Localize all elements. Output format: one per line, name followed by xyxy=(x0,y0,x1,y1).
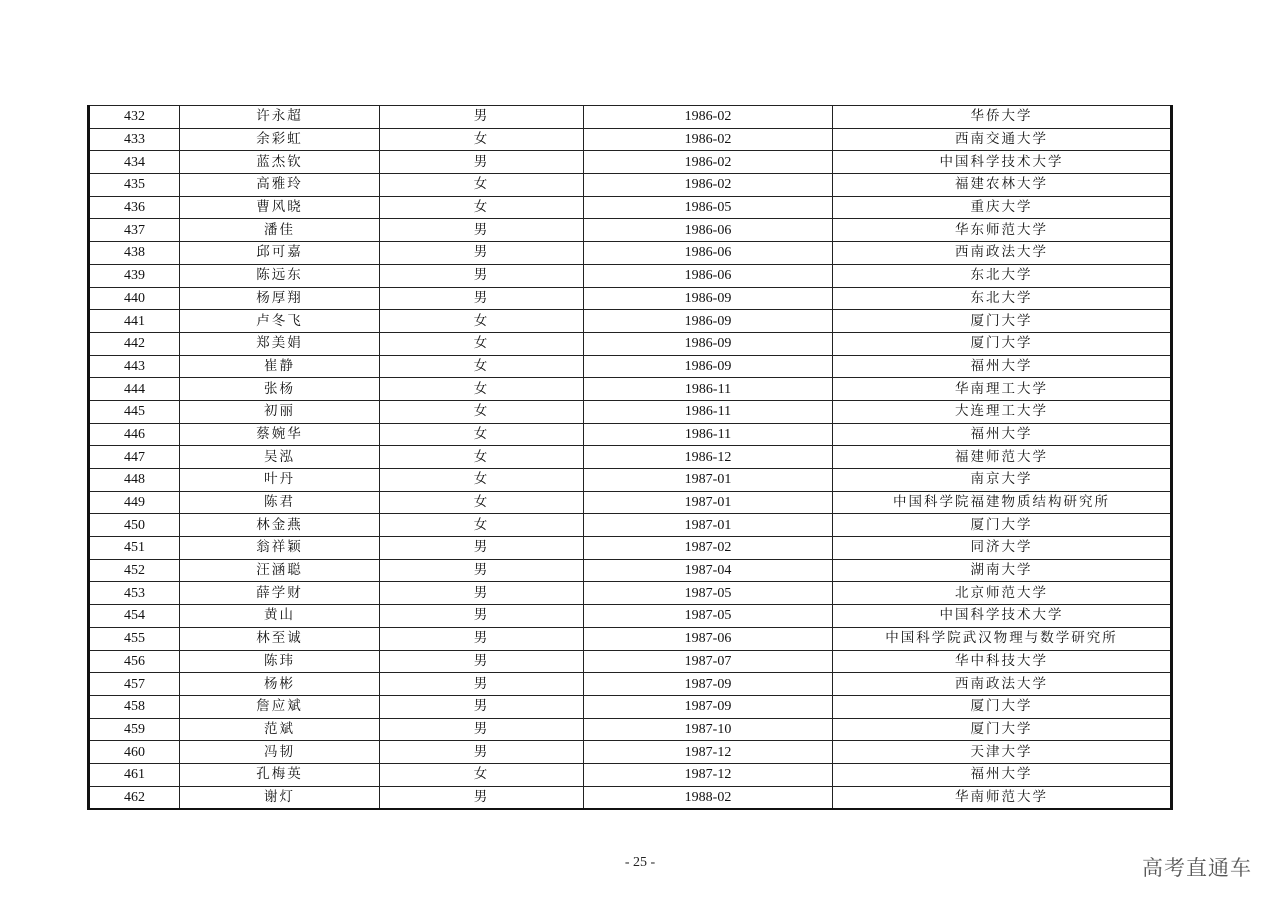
gender-cell: 男 xyxy=(380,605,584,628)
birth-date-cell: 1987-09 xyxy=(584,695,833,718)
name-cell: 詹应斌 xyxy=(180,695,380,718)
birth-date-cell: 1986-06 xyxy=(584,242,833,265)
name-cell: 冯韧 xyxy=(180,741,380,764)
name-cell: 林至诚 xyxy=(180,627,380,650)
table-row xyxy=(89,763,1172,786)
birth-date-cell: 1988-02 xyxy=(584,786,833,809)
birth-date-cell: 1987-04 xyxy=(584,559,833,582)
name-cell: 薛学财 xyxy=(180,582,380,605)
institution-cell: 福州大学 xyxy=(833,763,1172,786)
institution-cell: 西南交通大学 xyxy=(833,128,1172,151)
table-row xyxy=(89,695,1172,718)
row-number-cell: 452 xyxy=(89,559,180,582)
institution-cell: 西南政法大学 xyxy=(833,242,1172,265)
gender-cell: 女 xyxy=(380,514,584,537)
table-row xyxy=(89,264,1172,287)
name-cell: 孔梅英 xyxy=(180,763,380,786)
gender-cell: 女 xyxy=(380,310,584,333)
name-cell: 杨彬 xyxy=(180,673,380,696)
birth-date-cell: 1986-02 xyxy=(584,174,833,197)
table-row xyxy=(89,174,1172,197)
institution-cell: 南京大学 xyxy=(833,469,1172,492)
name-cell: 汪涵聪 xyxy=(180,559,380,582)
name-cell: 陈君 xyxy=(180,491,380,514)
table-row xyxy=(89,196,1172,219)
table-row xyxy=(89,718,1172,741)
row-number-cell: 460 xyxy=(89,741,180,764)
birth-date-cell: 1986-09 xyxy=(584,355,833,378)
gender-cell: 男 xyxy=(380,741,584,764)
institution-cell: 重庆大学 xyxy=(833,196,1172,219)
birth-date-cell: 1986-11 xyxy=(584,378,833,401)
birth-date-cell: 1986-09 xyxy=(584,287,833,310)
table-row xyxy=(89,605,1172,628)
row-number-cell: 457 xyxy=(89,673,180,696)
institution-cell: 厦门大学 xyxy=(833,718,1172,741)
birth-date-cell: 1987-06 xyxy=(584,627,833,650)
gender-cell: 女 xyxy=(380,355,584,378)
institution-cell: 厦门大学 xyxy=(833,514,1172,537)
name-cell: 余彩虹 xyxy=(180,128,380,151)
row-number-cell: 438 xyxy=(89,242,180,265)
gender-cell: 男 xyxy=(380,627,584,650)
institution-cell: 厦门大学 xyxy=(833,310,1172,333)
table-row xyxy=(89,128,1172,151)
row-number-cell: 447 xyxy=(89,446,180,469)
birth-date-cell: 1987-05 xyxy=(584,582,833,605)
gender-cell: 女 xyxy=(380,128,584,151)
table-row xyxy=(89,242,1172,265)
gender-cell: 男 xyxy=(380,695,584,718)
gender-cell: 男 xyxy=(380,106,584,129)
row-number-cell: 436 xyxy=(89,196,180,219)
gender-cell: 男 xyxy=(380,537,584,560)
institution-cell: 华南师范大学 xyxy=(833,786,1172,809)
birth-date-cell: 1986-05 xyxy=(584,196,833,219)
row-number-cell: 459 xyxy=(89,718,180,741)
row-number-cell: 432 xyxy=(89,106,180,129)
institution-cell: 华侨大学 xyxy=(833,106,1172,129)
name-cell: 潘佳 xyxy=(180,219,380,242)
institution-cell: 天津大学 xyxy=(833,741,1172,764)
row-number-cell: 461 xyxy=(89,763,180,786)
row-number-cell: 435 xyxy=(89,174,180,197)
gender-cell: 女 xyxy=(380,378,584,401)
name-cell: 崔静 xyxy=(180,355,380,378)
gender-cell: 男 xyxy=(380,151,584,174)
institution-cell: 福建农林大学 xyxy=(833,174,1172,197)
row-number-cell: 455 xyxy=(89,627,180,650)
birth-date-cell: 1986-02 xyxy=(584,128,833,151)
name-cell: 张杨 xyxy=(180,378,380,401)
institution-cell: 中国科学技术大学 xyxy=(833,605,1172,628)
table-row xyxy=(89,106,1172,129)
row-number-cell: 446 xyxy=(89,423,180,446)
row-number-cell: 462 xyxy=(89,786,180,809)
row-number-cell: 453 xyxy=(89,582,180,605)
gender-cell: 男 xyxy=(380,242,584,265)
gender-cell: 男 xyxy=(380,287,584,310)
gender-cell: 男 xyxy=(380,786,584,809)
gender-cell: 女 xyxy=(380,423,584,446)
institution-cell: 厦门大学 xyxy=(833,695,1172,718)
birth-date-cell: 1986-06 xyxy=(584,264,833,287)
institution-cell: 同济大学 xyxy=(833,537,1172,560)
name-cell: 邱可嘉 xyxy=(180,242,380,265)
table-row xyxy=(89,332,1172,355)
watermark-text: 高考直通车 xyxy=(1142,856,1252,880)
table-row xyxy=(89,423,1172,446)
name-cell: 陈玮 xyxy=(180,650,380,673)
row-number-cell: 449 xyxy=(89,491,180,514)
birth-date-cell: 1987-12 xyxy=(584,763,833,786)
gender-cell: 女 xyxy=(380,763,584,786)
row-number-cell: 443 xyxy=(89,355,180,378)
institution-cell: 厦门大学 xyxy=(833,332,1172,355)
gender-cell: 女 xyxy=(380,400,584,423)
gender-cell: 女 xyxy=(380,446,584,469)
name-cell: 吴泓 xyxy=(180,446,380,469)
row-number-cell: 444 xyxy=(89,378,180,401)
name-cell: 初丽 xyxy=(180,400,380,423)
row-number-cell: 456 xyxy=(89,650,180,673)
row-number-cell: 440 xyxy=(89,287,180,310)
table-row xyxy=(89,582,1172,605)
birth-date-cell: 1986-02 xyxy=(584,106,833,129)
table-row xyxy=(89,378,1172,401)
gender-cell: 男 xyxy=(380,718,584,741)
birth-date-cell: 1987-01 xyxy=(584,491,833,514)
birth-date-cell: 1986-11 xyxy=(584,400,833,423)
row-number-cell: 458 xyxy=(89,695,180,718)
birth-date-cell: 1987-01 xyxy=(584,514,833,537)
institution-cell: 湖南大学 xyxy=(833,559,1172,582)
name-cell: 杨厚翔 xyxy=(180,287,380,310)
name-cell: 林金燕 xyxy=(180,514,380,537)
table-row xyxy=(89,650,1172,673)
birth-date-cell: 1987-01 xyxy=(584,469,833,492)
gender-cell: 男 xyxy=(380,650,584,673)
table-row xyxy=(89,400,1172,423)
table-row xyxy=(89,559,1172,582)
table-row xyxy=(89,310,1172,333)
birth-date-cell: 1987-02 xyxy=(584,537,833,560)
table-row xyxy=(89,355,1172,378)
row-number-cell: 437 xyxy=(89,219,180,242)
row-number-cell: 454 xyxy=(89,605,180,628)
birth-date-cell: 1987-07 xyxy=(584,650,833,673)
birth-date-cell: 1987-05 xyxy=(584,605,833,628)
table-row xyxy=(89,151,1172,174)
roster-table-body xyxy=(89,106,1172,810)
gender-cell: 男 xyxy=(380,582,584,605)
name-cell: 卢冬飞 xyxy=(180,310,380,333)
gender-cell: 男 xyxy=(380,264,584,287)
institution-cell: 中国科学院武汉物理与数学研究所 xyxy=(833,627,1172,650)
institution-cell: 大连理工大学 xyxy=(833,400,1172,423)
table-row xyxy=(89,741,1172,764)
institution-cell: 东北大学 xyxy=(833,264,1172,287)
institution-cell: 西南政法大学 xyxy=(833,673,1172,696)
table-row xyxy=(89,627,1172,650)
table-row xyxy=(89,491,1172,514)
row-number-cell: 448 xyxy=(89,469,180,492)
name-cell: 蓝杰钦 xyxy=(180,151,380,174)
name-cell: 叶丹 xyxy=(180,469,380,492)
birth-date-cell: 1987-12 xyxy=(584,741,833,764)
gender-cell: 女 xyxy=(380,491,584,514)
gender-cell: 男 xyxy=(380,673,584,696)
birth-date-cell: 1986-09 xyxy=(584,310,833,333)
name-cell: 谢灯 xyxy=(180,786,380,809)
name-cell: 曹风晓 xyxy=(180,196,380,219)
table-row xyxy=(89,673,1172,696)
birth-date-cell: 1986-09 xyxy=(584,332,833,355)
row-number-cell: 450 xyxy=(89,514,180,537)
name-cell: 黄山 xyxy=(180,605,380,628)
table-row xyxy=(89,537,1172,560)
institution-cell: 华中科技大学 xyxy=(833,650,1172,673)
table-row xyxy=(89,219,1172,242)
gender-cell: 女 xyxy=(380,332,584,355)
roster-table-container xyxy=(87,105,1170,810)
row-number-cell: 442 xyxy=(89,332,180,355)
name-cell: 许永超 xyxy=(180,106,380,129)
gender-cell: 女 xyxy=(380,196,584,219)
birth-date-cell: 1987-10 xyxy=(584,718,833,741)
gender-cell: 男 xyxy=(380,219,584,242)
birth-date-cell: 1986-11 xyxy=(584,423,833,446)
institution-cell: 福州大学 xyxy=(833,423,1172,446)
table-row xyxy=(89,514,1172,537)
table-row xyxy=(89,786,1172,809)
institution-cell: 中国科学院福建物质结构研究所 xyxy=(833,491,1172,514)
gender-cell: 女 xyxy=(380,469,584,492)
gender-cell: 女 xyxy=(380,174,584,197)
table-row xyxy=(89,446,1172,469)
name-cell: 陈远东 xyxy=(180,264,380,287)
name-cell: 蔡婉华 xyxy=(180,423,380,446)
gender-cell: 男 xyxy=(380,559,584,582)
table-row xyxy=(89,469,1172,492)
name-cell: 高雅玲 xyxy=(180,174,380,197)
row-number-cell: 445 xyxy=(89,400,180,423)
institution-cell: 华东师范大学 xyxy=(833,219,1172,242)
name-cell: 翁祥颖 xyxy=(180,537,380,560)
page-number: - 25 - xyxy=(624,855,656,870)
institution-cell: 中国科学技术大学 xyxy=(833,151,1172,174)
table-row xyxy=(89,287,1172,310)
institution-cell: 东北大学 xyxy=(833,287,1172,310)
institution-cell: 北京师范大学 xyxy=(833,582,1172,605)
birth-date-cell: 1986-06 xyxy=(584,219,833,242)
institution-cell: 华南理工大学 xyxy=(833,378,1172,401)
birth-date-cell: 1986-12 xyxy=(584,446,833,469)
row-number-cell: 451 xyxy=(89,537,180,560)
roster-table xyxy=(87,105,1173,810)
name-cell: 范斌 xyxy=(180,718,380,741)
row-number-cell: 434 xyxy=(89,151,180,174)
row-number-cell: 441 xyxy=(89,310,180,333)
row-number-cell: 433 xyxy=(89,128,180,151)
row-number-cell: 439 xyxy=(89,264,180,287)
name-cell: 郑美娟 xyxy=(180,332,380,355)
institution-cell: 福州大学 xyxy=(833,355,1172,378)
institution-cell: 福建师范大学 xyxy=(833,446,1172,469)
birth-date-cell: 1986-02 xyxy=(584,151,833,174)
birth-date-cell: 1987-09 xyxy=(584,673,833,696)
